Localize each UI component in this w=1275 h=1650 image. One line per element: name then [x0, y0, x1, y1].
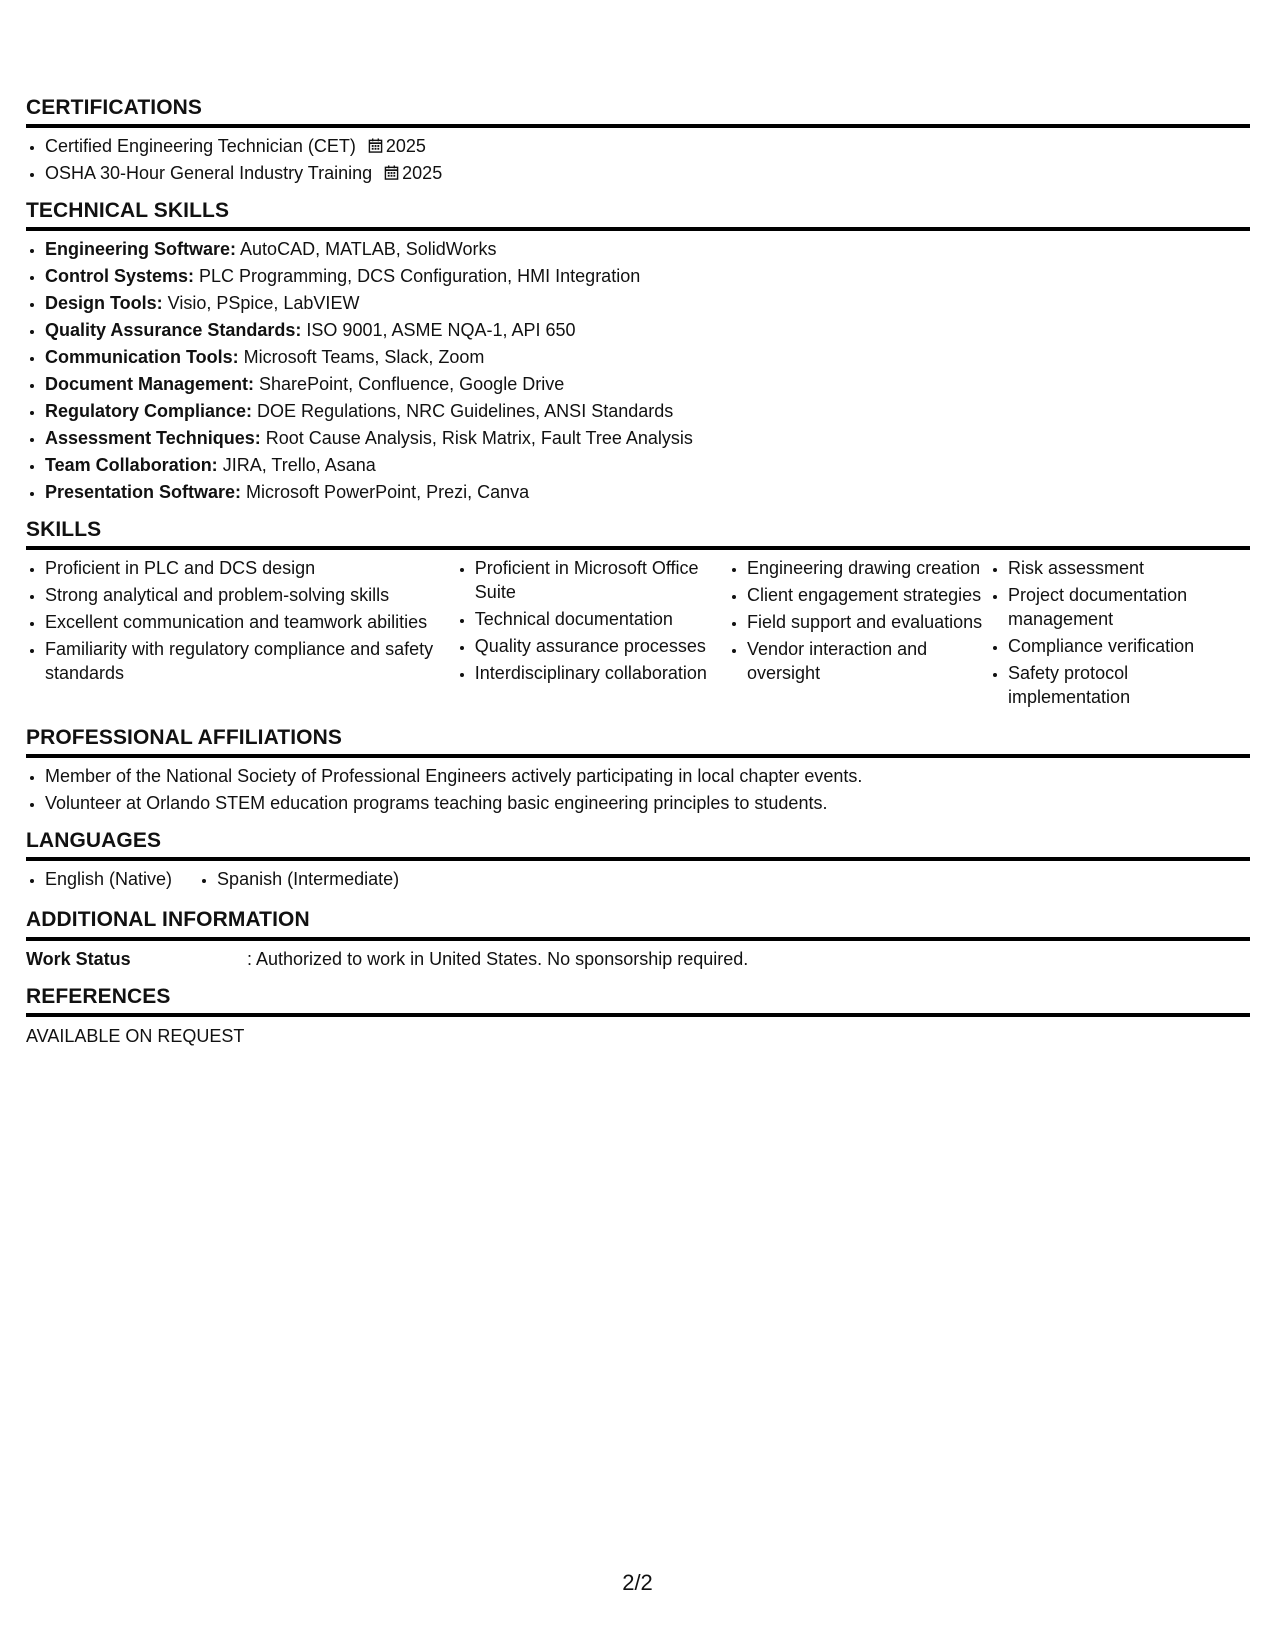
certification-year: 2025 — [402, 163, 443, 184]
work-status-label: Work Status — [26, 948, 131, 969]
calendar-icon — [384, 165, 399, 180]
technical-skill-item — [45, 426, 1250, 450]
technical-skill-label: Team Collaboration: — [45, 455, 218, 476]
technical-skill-value: PLC Programming, DCS Configuration, HMI Integration — [194, 266, 641, 287]
technical-skills-list — [26, 237, 1250, 504]
language-item: • English (Native) — [45, 867, 172, 891]
technical-skill-label: Assessment Techniques: — [45, 428, 261, 449]
affiliations-section — [26, 726, 1250, 815]
certification-item — [45, 161, 1250, 185]
languages-list — [26, 867, 1250, 894]
skills-section — [26, 518, 1250, 712]
affiliation-item: • Volunteer at Orlando STEM education programs teaching basic engineering principles to students. — [45, 791, 1250, 815]
technical-skills-heading: TECHNICAL SKILLS — [26, 199, 1250, 231]
certification-name: Certified Engineering Technician (CET) — [45, 136, 356, 157]
technical-skill-item — [45, 399, 1250, 423]
technical-skill-value: JIRA, Trello, Asana — [217, 455, 376, 476]
additional-info-section — [26, 908, 1250, 970]
skills-column-3 — [728, 556, 989, 712]
skills-column-1 — [26, 556, 456, 712]
technical-skill-item — [45, 291, 1250, 315]
skill-item: • Proficient in Microsoft Office Suite — [475, 556, 728, 604]
resume-page — [26, 96, 1250, 1062]
skill-item: • Technical documentation — [475, 607, 728, 631]
technical-skill-item — [45, 345, 1250, 369]
skills-heading: SKILLS — [26, 518, 1250, 550]
technical-skill-item — [45, 372, 1250, 396]
technical-skill-value: Root Cause Analysis, Risk Matrix, Fault Tree Analysis — [260, 428, 693, 449]
technical-skill-value: Microsoft PowerPoint, Prezi, Canva — [241, 482, 530, 503]
skill-item: • Familiarity with regulatory compliance and safety standards — [45, 637, 456, 685]
technical-skill-item — [45, 453, 1250, 477]
skill-item: • Risk assessment — [1008, 556, 1250, 580]
skills-column-2 — [456, 556, 728, 712]
technical-skills-section — [26, 199, 1250, 504]
skill-item: • Interdisciplinary collaboration — [475, 661, 728, 685]
skill-item: • Client engagement strategies — [747, 583, 989, 607]
skills-column-4 — [989, 556, 1250, 712]
technical-skill-value: DOE Regulations, NRC Guidelines, ANSI Standards — [252, 401, 674, 422]
certification-year: 2025 — [385, 136, 426, 157]
skill-item: • Safety protocol implementation — [1008, 661, 1250, 709]
certification-name: OSHA 30-Hour General Industry Training — [45, 163, 373, 184]
languages-heading: LANGUAGES — [26, 829, 1250, 861]
technical-skill-item — [45, 264, 1250, 288]
skill-item: • Strong analytical and problem-solving skills — [45, 583, 456, 607]
technical-skill-label: Presentation Software: — [45, 482, 242, 503]
certifications-heading: CERTIFICATIONS — [26, 96, 1250, 128]
affiliation-item: • Member of the National Society of Professional Engineers actively participating in local chapter events. — [45, 764, 1250, 788]
affiliations-list — [26, 764, 1250, 815]
technical-skill-label: Communication Tools: — [45, 347, 239, 368]
languages-section — [26, 829, 1250, 894]
technical-skill-item — [45, 480, 1250, 504]
technical-skill-label: Design Tools: — [45, 293, 163, 314]
skill-item: • Quality assurance processes — [475, 634, 728, 658]
technical-skill-label: Regulatory Compliance: — [45, 401, 253, 422]
skill-item: • Project documentation management — [1008, 583, 1250, 631]
technical-skill-value: SharePoint, Confluence, Google Drive — [254, 374, 565, 395]
references-text: AVAILABLE ON REQUEST — [26, 1025, 245, 1046]
work-status-row — [26, 947, 1250, 971]
technical-skill-label: Quality Assurance Standards: — [45, 320, 302, 341]
skill-item: • Compliance verification — [1008, 634, 1250, 658]
certification-item — [45, 134, 1250, 158]
technical-skill-label: Engineering Software: — [45, 239, 237, 260]
language-item: • Spanish (Intermediate) — [217, 867, 399, 891]
technical-skill-label: Document Management: — [45, 374, 255, 395]
affiliations-heading: PROFESSIONAL AFFILIATIONS — [26, 726, 1250, 758]
calendar-icon — [368, 138, 383, 153]
references-section — [26, 985, 1250, 1048]
references-heading: REFERENCES — [26, 985, 1250, 1017]
skill-item: • Proficient in PLC and DCS design — [45, 556, 456, 580]
technical-skill-value: ISO 9001, ASME NQA-1, API 650 — [301, 320, 576, 341]
technical-skill-value: Visio, PSpice, LabVIEW — [162, 293, 360, 314]
certifications-section — [26, 96, 1250, 185]
skills-grid — [26, 556, 1250, 712]
skill-item: • Excellent communication and teamwork abilities — [45, 610, 456, 634]
work-status-value: : Authorized to work in United States. No sponsorship required. — [247, 948, 749, 969]
page-number: 2/2 — [622, 1570, 653, 1595]
technical-skill-item — [45, 237, 1250, 261]
additional-info-heading: ADDITIONAL INFORMATION — [26, 908, 1250, 940]
skill-item: • Field support and evaluations — [747, 610, 989, 634]
technical-skill-value: Microsoft Teams, Slack, Zoom — [238, 347, 485, 368]
technical-skill-value: AutoCAD, MATLAB, SolidWorks — [236, 239, 497, 260]
technical-skill-item — [45, 318, 1250, 342]
skill-item: • Engineering drawing creation — [747, 556, 989, 580]
skill-item: • Vendor interaction and oversight — [747, 637, 989, 685]
technical-skill-label: Control Systems: — [45, 266, 195, 287]
certifications-list — [26, 134, 1250, 185]
